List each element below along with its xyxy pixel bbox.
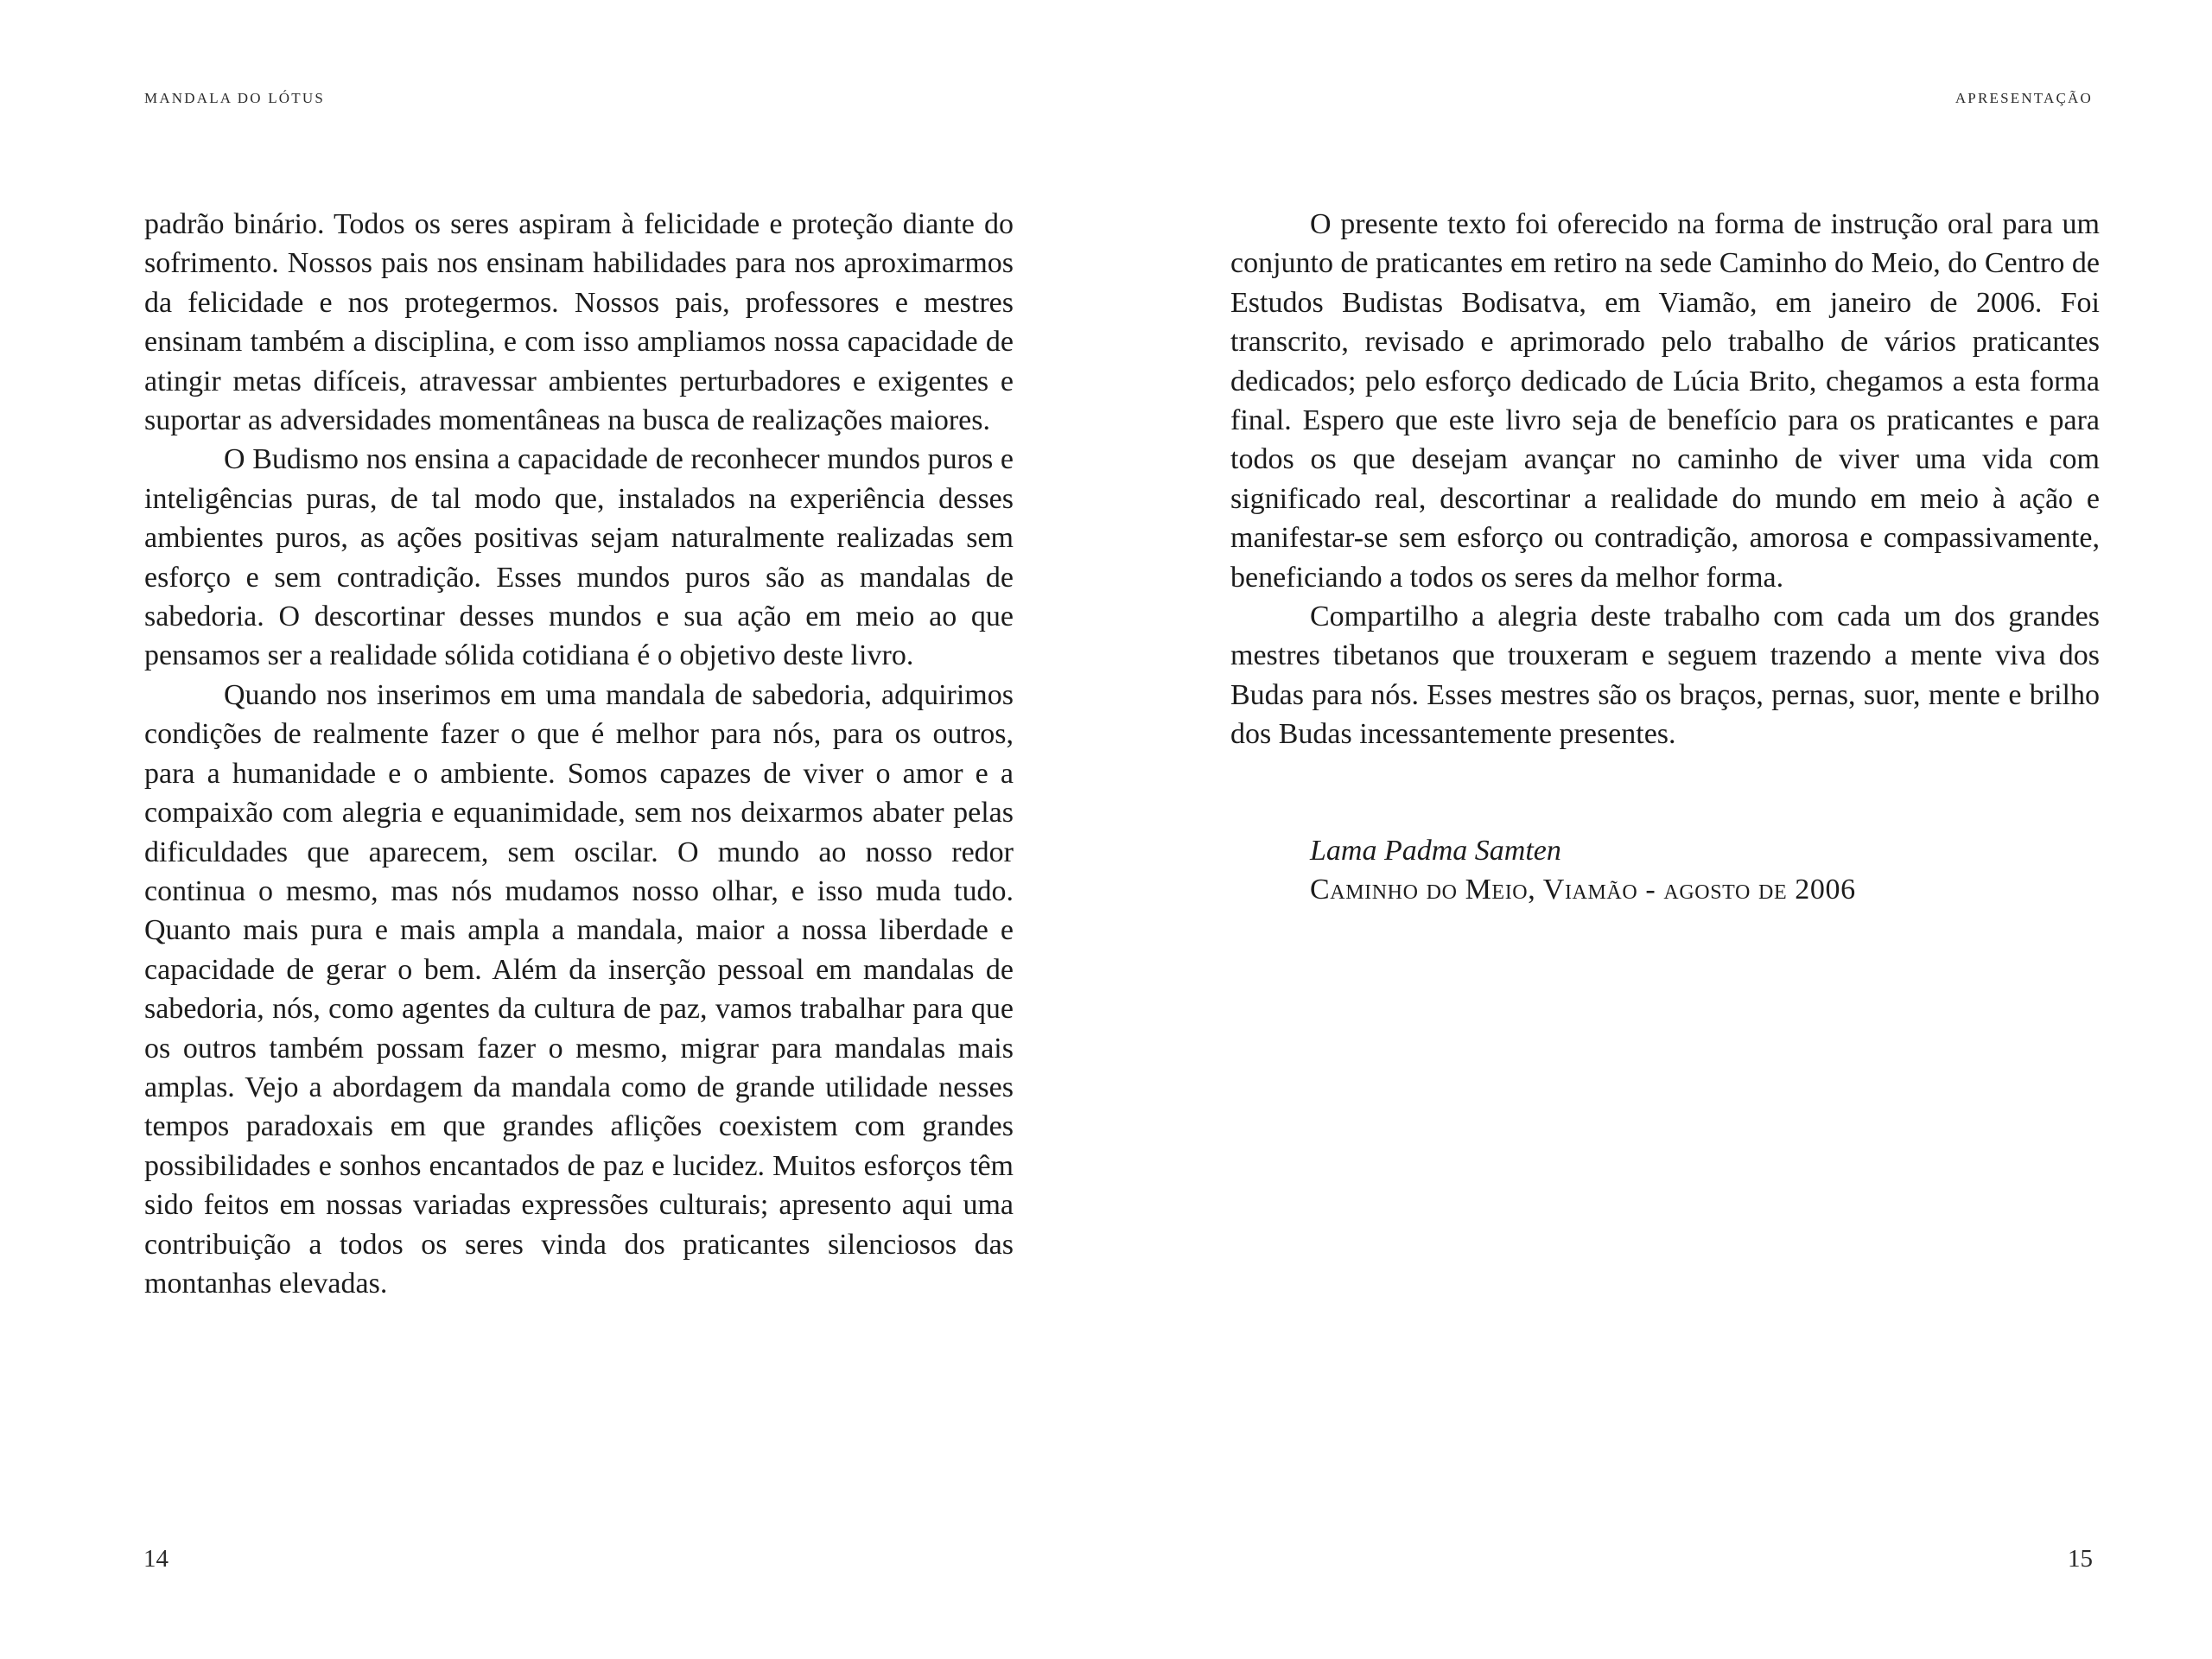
paragraph: Compartilho a alegria deste trabalho com cada um dos grandes mestres tibetanos que trouxeram e seguem trazendo a mente viva dos Budas para nós. Esses mestres são os braços, pernas, suor, mente e brilho dos Budas incessantemente presentes. <box>1230 601 2100 751</box>
page-number-left: 14 <box>143 1545 168 1573</box>
paragraph: padrão binário. Todos os seres aspiram à felicidade e proteção diante do sofrimento. Nossos pais nos ensinam habilidades para nos aproximarmos da felicidade e nos protegermos. Nossos pais, professores e mestres ensinam também a disciplina, e com isso ampliamos nossa capacidade de atingir metas difíceis, atravessar ambientes perturbadores e exigentes e suportar as adversidades momentâneas na busca de realizações maiores. <box>144 208 1014 437</box>
page-number-right: 15 <box>2068 1545 2093 1573</box>
running-head-left: MANDALA DO LÓTUS <box>144 90 325 106</box>
right-page <box>1106 0 2212 1659</box>
paragraph: Quando nos inserimos em uma mandala de sabedoria, adquirimos condições de realmente fazer o que é melhor para nós, para os outros, para a humanidade e o ambiente. Somos capazes de viver o amor e a compaixão com alegria e equanimidade, sem nos deixarmos abater pelas dificuldades que aparecem, sem oscilar. O mundo ao nosso redor continua o mesmo, mas nós mudamos nosso olhar, e isso muda tudo. Quanto mais pura e mais ampla a mandala, maior a nossa liberdade e capacidade de gerar o bem. Além da inserção pessoal em mandalas de sabedoria, nós, como agentes da cultura de paz, vamos trabalhar para que os outros também possam fazer o mesmo, migrar para mandalas mais amplas. Vejo a abordagem da mandala como de grande utilidade nesses tempos paradoxais em que grandes aflições coexistem com grandes possibilidades e sonhos encantados de paz e lucidez. Muitos esforços têm sido feitos em nossas variadas expressões culturais; apresento aqui uma contribuição a todos os seres vinda dos praticantes silenciosos das montanhas elevadas. <box>144 678 1014 1300</box>
signature-block <box>1310 831 1856 909</box>
paragraph: O Budismo nos ensina a capacidade de reconhecer mundos puros e inteligências puras, de tal modo que, instalados na experiência desses ambientes puros, as ações positivas sejam naturalmente realizadas sem esforço e sem contradição. Esses mundos puros são as mandalas de sabedoria. O descortinar desses mundos e sua ação em meio ao que pensamos ser a realidade sólida cotidiana é o objetivo deste livro. <box>144 443 1014 672</box>
paragraph: O presente texto foi oferecido na forma de instrução oral para um conjunto de praticantes em retiro na sede Caminho do Meio, do Centro de Estudos Budistas Bodisatva, em Viamão, em janeiro de 2006. Foi transcrito, revisado e aprimorado pelo trabalho de vários praticantes dedicados; pelo esforço dedicado de Lúcia Brito, chegamos a esta forma final. Espero que este livro seja de benefício para os praticantes e para todos os que desejam avançar no caminho de viver uma vida com significado real, descortinar a realidade do mundo em meio à ação e manifestar-se sem esforço ou contradição, amorosa e compassivamente, beneficiando a todos os seres da melhor forma. <box>1230 208 2100 594</box>
signature-place-date: Caminho do Meio, Viamão - agosto de 2006 <box>1310 874 1856 906</box>
left-page-body <box>144 205 1014 1303</box>
signature-author: Lama Padma Samten <box>1310 835 1561 867</box>
right-page-body <box>1230 205 2100 754</box>
running-head-right: APRESENTAÇÃO <box>1955 90 2093 106</box>
